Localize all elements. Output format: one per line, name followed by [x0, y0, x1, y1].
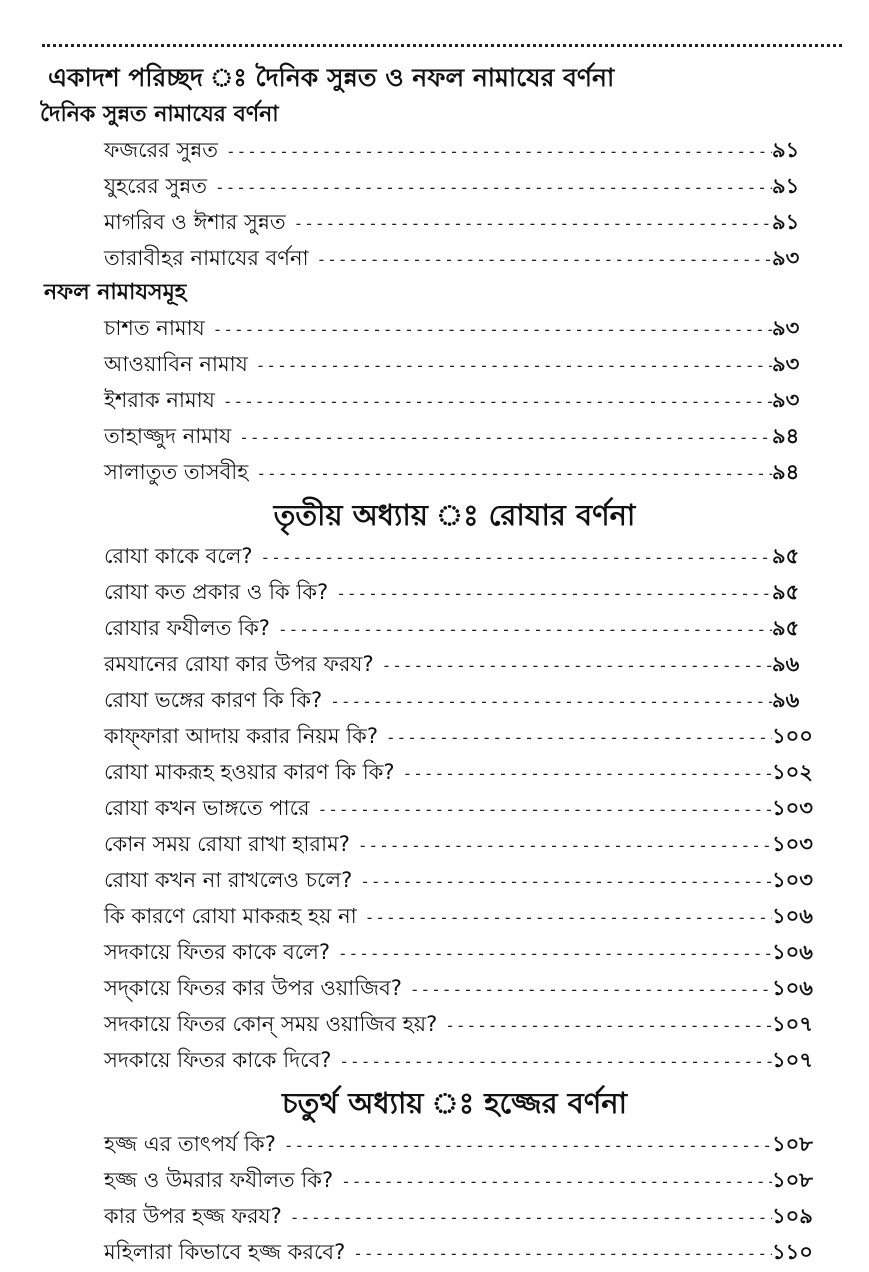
dot-leader — [261, 540, 772, 576]
toc-entry-page: ১০৬ — [772, 976, 813, 1000]
toc-entry-page: ৯৫ — [772, 544, 800, 568]
group-heading: নফল নামাযসমূহ — [44, 280, 187, 305]
toc-entry-page: ৯৩ — [772, 388, 800, 412]
table-of-contents — [0, 58, 869, 1270]
toc-entry-page: ১০৭ — [772, 1048, 813, 1072]
dot-leader — [284, 1128, 772, 1164]
toc-entry-title: চাশত নামায — [104, 316, 205, 340]
toc-list-hajj — [0, 1126, 869, 1270]
dot-leader — [278, 612, 772, 648]
toc-entry[interactable] — [104, 718, 822, 754]
toc-list-fasting — [0, 538, 869, 1078]
toc-entry-title: মহিলারা কিভাবে হজ্জ করবে? — [104, 1240, 346, 1264]
toc-entry-page: ৯৪ — [772, 424, 800, 448]
dot-leader — [256, 348, 772, 384]
dot-leader — [256, 456, 772, 492]
toc-entry-page: ৯৬ — [772, 652, 800, 676]
dot-leader — [360, 864, 772, 900]
dot-leader — [294, 206, 772, 242]
toc-entry-title: তাহাজ্জুদ নামায — [104, 424, 232, 448]
top-dotted-rule — [42, 44, 842, 47]
toc-entry-title: রোযা কখন না রাখলেও চলে? — [104, 868, 353, 892]
toc-entry-title: কি কারণে রোযা মাকরূহ হয় না — [104, 904, 357, 928]
toc-entry[interactable] — [104, 454, 822, 490]
toc-entry-title: ফজরের সুন্নত — [104, 138, 218, 162]
toc-entry-title: তারাবীহর নামাযের বর্ণনা — [104, 246, 309, 270]
dot-leader — [403, 756, 772, 792]
toc-entry[interactable] — [104, 240, 822, 276]
dot-leader — [317, 242, 772, 278]
toc-entry-page: ১০৩ — [772, 868, 813, 892]
toc-entry-title: সদকায়ে ফিতর কাকে দিবে? — [104, 1048, 332, 1072]
toc-entry-title: কার উপর হজ্জ ফরয? — [104, 1204, 282, 1228]
toc-entry[interactable] — [104, 1006, 822, 1042]
toc-entry-page: ১০৮ — [772, 1132, 813, 1156]
toc-entry-title: কোন সময় রোযা রাখা হারাম? — [104, 832, 350, 856]
toc-entry-title: যুহরের সুন্নত — [104, 174, 207, 198]
dot-leader — [336, 576, 772, 612]
toc-entry-page: ৯১ — [772, 138, 800, 162]
toc-entry[interactable] — [104, 1126, 822, 1162]
dot-leader — [330, 684, 772, 720]
dot-leader — [226, 134, 772, 170]
toc-entry[interactable] — [104, 574, 822, 610]
toc-entry-title: সদকায়ে ফিতর কাকে বলে? — [104, 940, 331, 964]
toc-entry-page: ৯১ — [772, 174, 800, 198]
toc-entry-title: রোযা কখন ভাঙ্গতে পারে — [104, 796, 310, 820]
toc-entry-page: ৯১ — [772, 210, 800, 234]
toc-entry-page: ৯৩ — [772, 316, 800, 340]
toc-entry[interactable] — [104, 970, 822, 1006]
toc-entry[interactable] — [104, 1042, 822, 1078]
toc-entry-page: ১০২ — [772, 760, 813, 784]
toc-entry-page: ৯৬ — [772, 688, 800, 712]
toc-entry-page: ১০০ — [772, 724, 813, 748]
toc-entry[interactable] — [104, 934, 822, 970]
dot-leader — [358, 828, 772, 864]
toc-entry-title: রোযা কাকে বলে? — [104, 544, 253, 568]
toc-entry[interactable] — [104, 610, 822, 646]
toc-entry[interactable] — [104, 790, 822, 826]
toc-entry-page: ১০৬ — [772, 940, 813, 964]
toc-entry[interactable] — [104, 1198, 822, 1234]
toc-entry[interactable] — [104, 346, 822, 382]
toc-entry-title: সালাতুত তাসবীহ — [104, 460, 249, 484]
dot-leader — [215, 170, 772, 206]
toc-entry[interactable] — [104, 1234, 822, 1270]
toc-entry[interactable] — [104, 898, 822, 934]
toc-entry[interactable] — [104, 132, 822, 168]
toc-list-daily-sunnah — [0, 132, 869, 276]
toc-entry-title: রোযা কত প্রকার ও কি কি? — [104, 580, 329, 604]
toc-entry-title: রোযা ভঙ্গের কারণ কি কি? — [104, 688, 323, 712]
chapter-heading: তৃতীয় অধ্যায় ঃ রোযার বর্ণনা — [273, 498, 636, 532]
dot-leader — [365, 900, 772, 936]
dot-leader — [386, 720, 772, 756]
toc-entry[interactable] — [104, 754, 822, 790]
toc-entry-title: ইশরাক নামায — [104, 388, 215, 412]
toc-entry[interactable] — [104, 682, 822, 718]
dot-leader — [339, 1044, 772, 1080]
toc-entry[interactable] — [104, 382, 822, 418]
dot-leader — [338, 936, 772, 972]
toc-entry-title: সদকায়ে ফিতর কোন্ সময় ওয়াজিব হয়? — [104, 1012, 438, 1036]
toc-entry-page: ৯৫ — [772, 616, 800, 640]
dot-leader — [341, 1164, 772, 1200]
subsection-heading: দৈনিক সুন্নত নামাযের বর্ণনা — [40, 102, 279, 127]
toc-entry-title: রমযানের রোযা কার উপর ফরয? — [104, 652, 374, 676]
toc-entry-title: আওয়াবিন নামায — [104, 352, 248, 376]
toc-entry-title: মাগরিব ও ঈশার সুন্নত — [104, 210, 286, 234]
toc-entry-page: ১০৩ — [772, 832, 813, 856]
toc-entry-title: রোযা মাকরূহ হওয়ার কারণ কি কি? — [104, 760, 395, 784]
dot-leader — [353, 1236, 772, 1272]
toc-entry-page: ১০৭ — [772, 1012, 813, 1036]
chapter-heading: চতুর্থ অধ্যায় ঃ হজ্জের বর্ণনা — [281, 1086, 628, 1120]
toc-entry[interactable] — [104, 204, 822, 240]
toc-entry-title: সদ্‌কায়ে ফিতর কার উপর ওয়াজিব? — [104, 976, 402, 1000]
dot-leader — [239, 420, 772, 456]
section-heading: একাদশ পরিচ্ছদ ঃ দৈনিক সুন্নত ও নফল নামাযের বর্ণনা — [48, 63, 615, 92]
dot-leader — [223, 384, 772, 420]
toc-entry-title: কাফ্‌ফারা আদায় করার নিয়ম কি? — [104, 724, 379, 748]
toc-entry-page: ১০৩ — [772, 796, 813, 820]
toc-entry[interactable] — [104, 418, 822, 454]
toc-entry-page: ১০৯ — [772, 1204, 813, 1228]
dot-leader — [318, 792, 772, 828]
toc-entry-title: হজ্জ এর তাৎপর্য কি? — [104, 1132, 276, 1156]
toc-entry[interactable] — [104, 168, 822, 204]
toc-entry-title: রোযার ফযীলত কি? — [104, 616, 270, 640]
toc-entry-page: ৯৩ — [772, 352, 800, 376]
toc-entry-page: ৯৫ — [772, 580, 800, 604]
toc-entry-page: ১১০ — [772, 1240, 813, 1264]
dot-leader — [290, 1200, 772, 1236]
toc-entry[interactable] — [104, 862, 822, 898]
dot-leader — [445, 1008, 772, 1044]
toc-entry[interactable] — [104, 646, 822, 682]
toc-list-nafl — [0, 310, 869, 490]
toc-entry[interactable] — [104, 538, 822, 574]
dot-leader — [410, 972, 772, 1008]
toc-entry[interactable] — [104, 1162, 822, 1198]
toc-entry-title: হজ্জ ও উমরার ফযীলত কি? — [104, 1168, 334, 1192]
dot-leader — [213, 312, 772, 348]
toc-entry-page: ৯৩ — [772, 246, 800, 270]
toc-entry[interactable] — [104, 310, 822, 346]
toc-entry[interactable] — [104, 826, 822, 862]
toc-entry-page: ১০৬ — [772, 904, 813, 928]
toc-entry-page: ১০৮ — [772, 1168, 813, 1192]
toc-entry-page: ৯৪ — [772, 460, 800, 484]
dot-leader — [382, 648, 772, 684]
